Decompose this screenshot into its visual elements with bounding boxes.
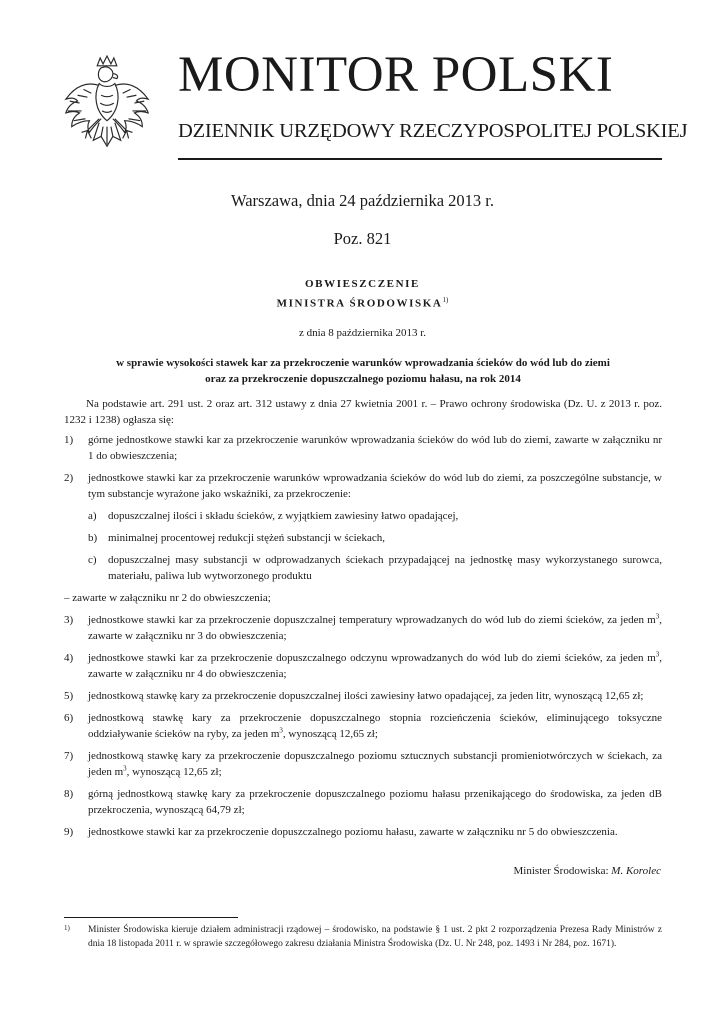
item-number: 9) [64, 826, 74, 838]
superscript: 3 [123, 764, 127, 773]
list-item [64, 688, 662, 704]
masthead-divider [178, 158, 662, 160]
masthead-subtitle: DZIENNIK URZĘDOWY RZECZYPOSPOLITEJ POLSKIEJ [178, 120, 688, 142]
footnote [64, 923, 662, 951]
document-date: z dnia 8 października 2013 r. [298, 327, 427, 339]
sub-item-letter: a) [88, 510, 97, 522]
item-tail: – zawarte w załączniku nr 2 do obwieszczenia; [64, 592, 271, 604]
item-number: 8) [64, 788, 74, 800]
position-number: Poz. 821 [333, 229, 392, 248]
list-item [64, 710, 662, 742]
document-body [64, 396, 662, 846]
footnote-number: 1) [64, 924, 70, 932]
item-text: jednostkową stawkę kary za przekroczenie dopuszczalnej ilości zawiesiny łatwo opadającej, za jeden litr, wynoszącą 12,65 zł; [88, 690, 644, 702]
footnote-divider [64, 917, 238, 918]
item-text-after: , wynoszącą 12,65 zł; [282, 728, 378, 740]
list-item [64, 470, 662, 606]
item-number: 1) [64, 434, 74, 446]
signature-label: Minister Środowiska: [513, 865, 609, 877]
list-item [64, 786, 662, 818]
document-author [0, 296, 725, 310]
subject-line-2: oraz za przekroczenie dopuszczalnego poziomu hałasu, na rok 2014 [205, 373, 521, 385]
list-item [64, 650, 662, 682]
signature-name: M. Korolec [611, 865, 661, 877]
author-footnote-ref: 1) [442, 296, 449, 304]
item-text: jednostkowe stawki kar za przekroczenie dopuszczalnej temperatury wprowadzanych do wód lub do ziemi ścieków, za jeden m [88, 614, 656, 626]
item-text: jednostkowe stawki kar za przekroczenie dopuszczalnego poziomu hałasu, zawarte w załączniku nr 5 do obwieszczenia. [88, 826, 618, 838]
item-number: 5) [64, 690, 74, 702]
sub-item-letter: b) [88, 532, 98, 544]
item-text: jednostkową stawkę kary za przekroczenie dopuszczalnego stopnia rozcieńczenia ścieków, eliminującego toksyczne oddziaływanie ścieków na ryby, za jeden m [88, 712, 662, 740]
sub-item-text: dopuszczalnej ilości i składu ścieków, z wyjątkiem zawiesiny łatwo opadającej, [108, 510, 459, 522]
item-number: 2) [64, 472, 74, 484]
item-text: górne jednostkowe stawki kar za przekroczenie warunków wprowadzania ścieków do wód lub do ziemi, zawarte w załączniku nr 1 do obwieszczenia; [88, 434, 662, 462]
masthead-title: MONITOR POLSKI [178, 47, 614, 103]
document-type: OBWIESZCZENIE [305, 278, 420, 290]
place-date: Warszawa, dnia 24 października 2013 r. [230, 191, 495, 210]
polish-eagle-emblem-icon [58, 52, 156, 162]
list-item [64, 824, 662, 840]
item-text-after: , wynoszącą 12,65 zł; [126, 766, 222, 778]
sub-item [88, 508, 662, 524]
superscript: 3 [655, 612, 660, 621]
sub-item [88, 552, 662, 584]
signature [514, 865, 661, 877]
item-text-after: , zawarte w załączniku nr 3 do obwieszczenia; [88, 614, 662, 642]
item-text: jednostkowe stawki kar za przekroczenie warunków wprowadzania ścieków do wód lub do ziemi, za poszczególne substancje, w tym substancje wyrażone jako wskaźniki, za przekroczenie: [88, 472, 662, 500]
item-text: jednostkowe stawki kar za przekroczenie dopuszczalnego odczynu wprowadzanych do wód lub do ziemi ścieków, za jeden m [88, 652, 656, 664]
list-item [64, 612, 662, 644]
superscript: 3 [655, 650, 660, 659]
sub-item-letter: c) [88, 554, 97, 566]
sub-list [88, 508, 662, 584]
intro-paragraph: Na podstawie art. 291 ust. 2 oraz art. 312 ustawy z dnia 27 kwietnia 2001 r. – Prawo ochrony środowiska (Dz. U. z 2013 r. poz. 1232 i 1238) ogłasza się: [64, 398, 662, 426]
item-text: jednostkową stawkę kary za przekroczenie dopuszczalnego poziomu sztucznych substancji promieniotwórczych w ściekach, za jeden m [88, 750, 662, 778]
item-number: 7) [64, 750, 74, 762]
document-subject [64, 355, 662, 387]
footnote-text: Minister Środowiska kieruje działem administracji rządowej – środowisko, na podstawie § 1 ust. 2 pkt 2 rozporządzenia Prezesa Rady Ministrów z dnia 18 listopada 2011 r. w sprawie szczegółowego zakresu działania Ministra Środowiska (Dz. U. Nr 248, poz. 1493 i Nr 284, poz. 1671). [88, 925, 662, 949]
item-text-after: , zawarte w załączniku nr 4 do obwieszczenia; [88, 652, 662, 680]
item-number: 6) [64, 712, 74, 724]
sub-item [88, 530, 662, 546]
superscript: 3 [279, 726, 283, 735]
sub-item-text: dopuszczalnej masy substancji w odprowadzanych ściekach przypadającej na jednostkę masy wykorzystanego surowca, materiału, paliwa lub wytworzonego produktu [108, 554, 662, 582]
list-item [64, 432, 662, 464]
list-item [64, 748, 662, 780]
subject-line-1: w sprawie wysokości stawek kar za przekroczenie warunków wprowadzania ścieków do wód lub do ziemi [116, 357, 610, 369]
item-number: 3) [64, 614, 74, 626]
item-text: górną jednostkową stawkę kary za przekroczenie dopuszczalnego poziomu hałasu przenikającego do środowiska, za jeden dB przekroczenia, wynoszącą 64,79 zł; [88, 788, 662, 816]
sub-item-text: minimalnej procentowej redukcji stężeń substancji w ściekach, [108, 532, 386, 544]
author-name: MINISTRA ŚRODOWISKA [276, 297, 443, 310]
item-number: 4) [64, 652, 74, 664]
